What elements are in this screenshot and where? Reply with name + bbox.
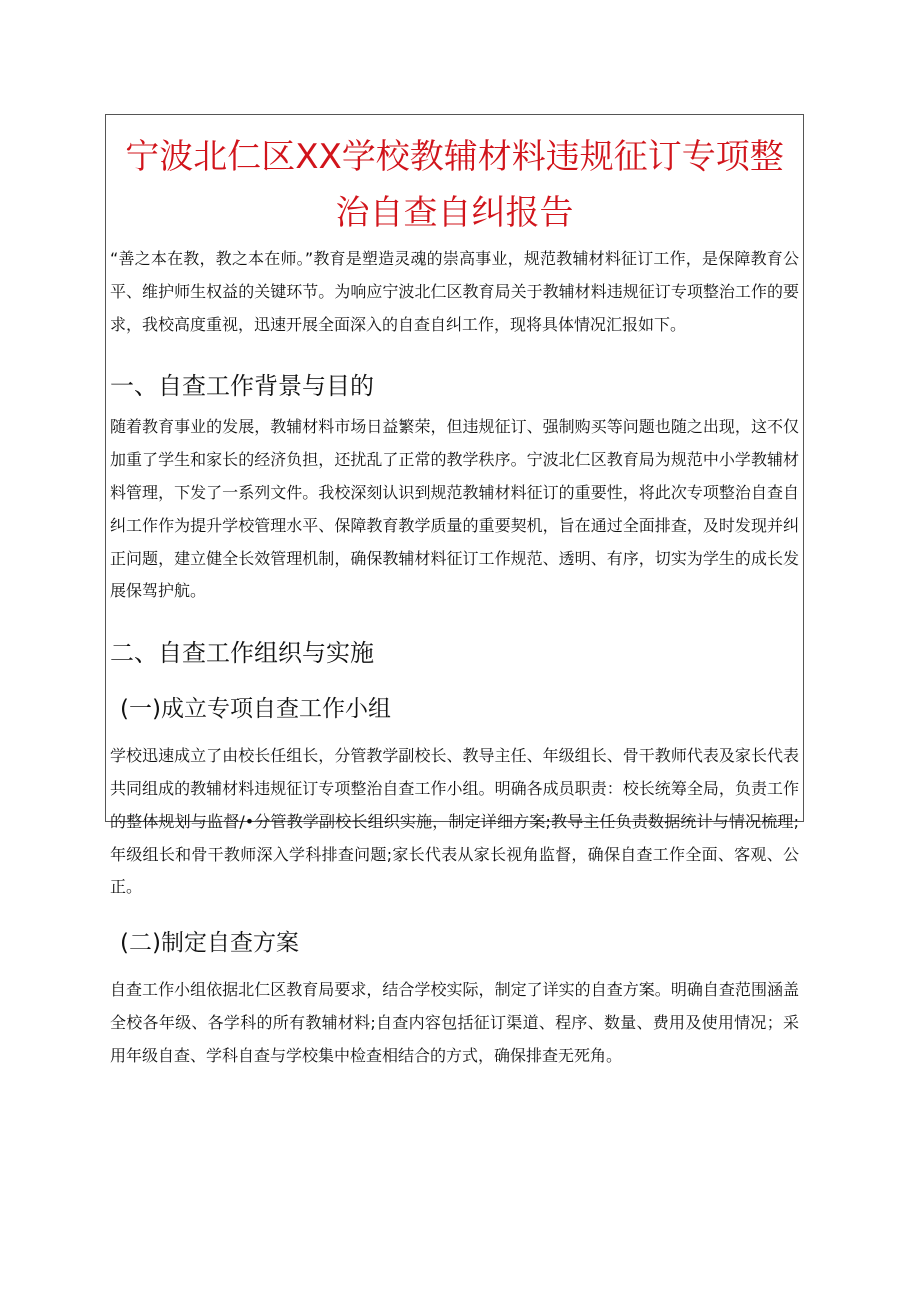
title-line-2: 治自查自纠报告 bbox=[335, 193, 574, 233]
intro-paragraph: “善之本在教，教之本在师。”教育是塑造灵魂的崇高事业，规范教辅材料征订工作，是保障教育公平、维护师生权益的关键环节。为响应宁波北仁区教育局关于教辅材料违规征订专项整治工作的要求，我校高度重视，迅速开展全面深入的自查自纠工作，现将具体情况汇报如下。 bbox=[110, 249, 799, 334]
subsection-2-heading: (二)制定自查方案 bbox=[120, 930, 299, 957]
section-2-heading: 二、自查工作组织与实施 bbox=[110, 639, 374, 668]
subsection-1-body: 学校迅速成立了由校长任组长，分管教学副校长、教导主任、年级组长、骨干教师代表及家长代表共同组成的教辅材料违规征订专项整治自查工作小组。明确各成员职责：校长统筹全局，负责工作的整体规划与监督/•分管教学副校长组织实施，制定详细方案;教导主任负责数据统计与情况梳理;年级组长和骨干教师深入学科排查问题;家长代表从家长视角监督，确保自查工作全面、客观、公正。 bbox=[110, 746, 799, 897]
document-title bbox=[106, 129, 803, 241]
title-line-1: 宁波北仁区XX学校教辅材料违规征订专项整 bbox=[125, 137, 784, 177]
section-1-heading: 一、自查工作背景与目的 bbox=[110, 372, 374, 401]
subsection-1-heading: (一)成立专项自查工作小组 bbox=[120, 696, 391, 723]
subsection-2-body: 自查工作小组依据北仁区教育局要求，结合学校实际，制定了详实的自查方案。明确自查范围涵盖全校各年级、各学科的所有教辅材料;自查内容包括征订渠道、程序、数量、费用及使用情况；采用年级自查、学科自查与学校集中检查相结合的方式，确保排查无死角。 bbox=[110, 980, 799, 1065]
document-page bbox=[105, 114, 804, 1065]
section-1-body: 随着教育事业的发展，教辅材料市场日益繁荣，但违规征订、强制购买等问题也随之出现，这不仅加重了学生和家长的经济负担，还扰乱了正常的教学秩序。宁波北仁区教育局为规范中小学教辅材料管理，下发了一系列文件。我校深刻认识到规范教辅材料征订的重要性，将此次专项整治自查自纠工作作为提升学校管理水平、保障教育教学质量的重要契机，旨在通过全面排查，及时发现并纠正问题，建立健全长效管理机制，确保教辅材料征订工作规范、透明、有序，切实为学生的成长发展保驾护航。 bbox=[110, 417, 799, 601]
